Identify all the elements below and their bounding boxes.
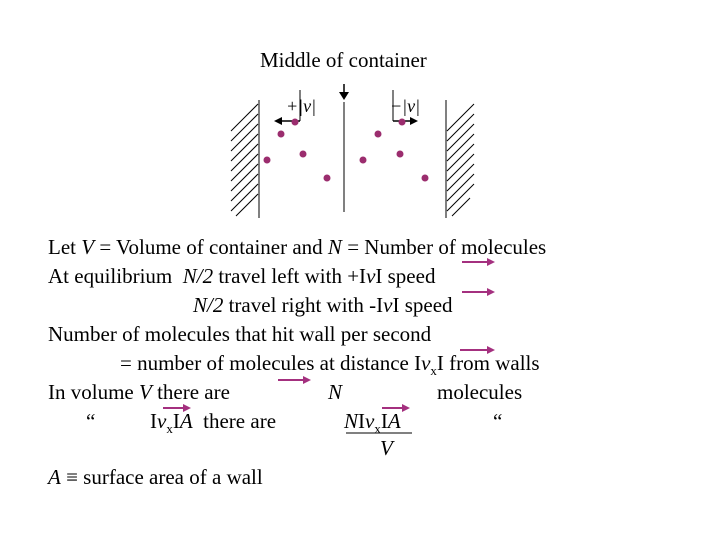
molecule bbox=[375, 131, 382, 138]
text-line-3: N/2 travel right with -IvI speed bbox=[193, 293, 453, 317]
molecule bbox=[360, 157, 367, 164]
right-arrowhead-icon bbox=[410, 117, 418, 125]
left-arrowhead-icon bbox=[274, 117, 282, 125]
text-line-6-N: N bbox=[328, 380, 343, 404]
text-line-6a: In volume V there are bbox=[48, 380, 230, 404]
middle-arrowhead-icon bbox=[339, 92, 349, 100]
text-line-1: Let V = Volume of container and N = Number of molecules bbox=[48, 235, 547, 259]
text-line-9: A ≡ surface area of a wall bbox=[48, 465, 263, 489]
left-wall-hatching bbox=[231, 104, 258, 216]
molecule bbox=[278, 131, 285, 138]
molecule bbox=[397, 151, 404, 158]
text-line-7-quote-right: “ bbox=[493, 409, 503, 433]
text-line-7-volume: $Iv_xIA$ there are bbox=[150, 409, 277, 436]
text-line-8-denominator: V bbox=[380, 436, 393, 460]
text-line-7-quote-left: “ bbox=[86, 409, 96, 433]
text-line-4: Number of molecules that hit wall per second bbox=[48, 322, 432, 346]
left-velocity-label: +|v| bbox=[286, 96, 317, 116]
text-line-5: = number of molecules at distance $Iv_xI$ from walls bbox=[120, 351, 540, 378]
molecule bbox=[324, 175, 331, 182]
text-line-6-molecules: molecules bbox=[437, 380, 523, 404]
molecule bbox=[422, 175, 429, 182]
text-line-2: At equilibrium N/2 travel left with +IvI speed bbox=[48, 264, 436, 288]
molecule bbox=[264, 157, 271, 164]
right-wall-hatching bbox=[447, 104, 474, 216]
molecule bbox=[292, 119, 299, 126]
diagram-title: Middle of container bbox=[260, 48, 427, 72]
molecules bbox=[264, 119, 429, 182]
molecule bbox=[399, 119, 406, 126]
right-velocity-label: −|v| bbox=[390, 96, 421, 116]
molecule bbox=[300, 151, 307, 158]
text-line-7-numerator: NIv$_x$IA bbox=[344, 409, 401, 436]
